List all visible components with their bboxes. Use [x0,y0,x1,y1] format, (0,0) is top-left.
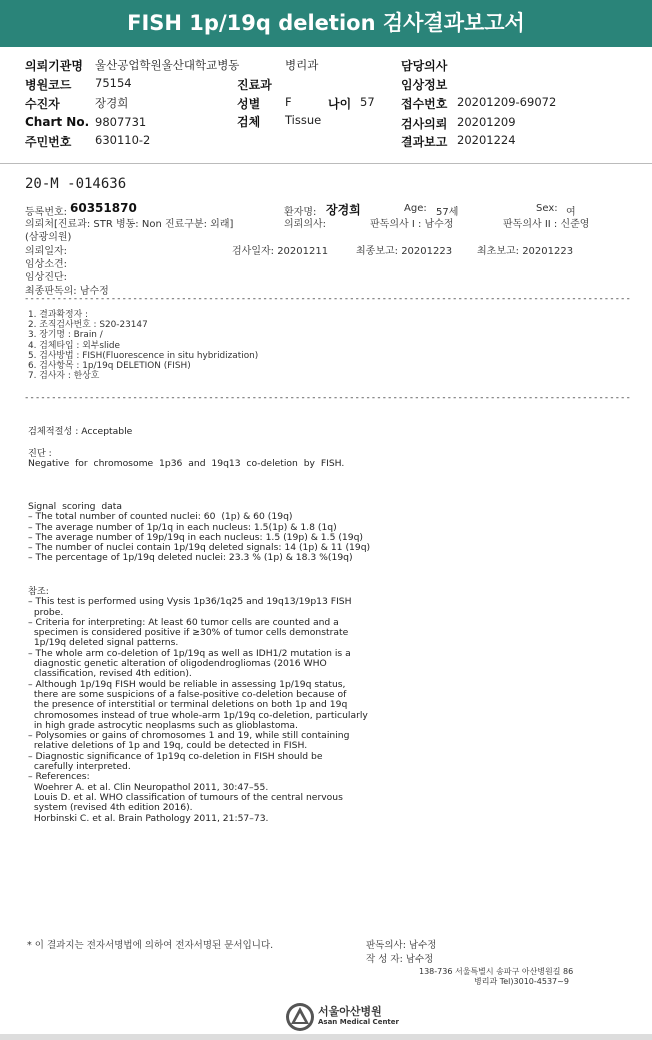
reading-doctor-2: 판독의사 II : 신준영 [503,219,590,230]
reference-section [28,587,368,824]
age-value: 57 [360,95,375,109]
reference-line: 1p/19q deleted signal patterns. [28,637,179,649]
signal-section [28,502,370,564]
clinical-findings: 임상소견: [25,259,68,270]
reference-line: – Diagnostic significance of 1p19q co-deletion in FISH should be [28,750,323,762]
reference-line: Louis D. et al. WHO classification of tumours of the central nervous [28,791,343,803]
final-report-date: 최종보고: 20201223 [356,246,453,257]
accession-number: 20-M -014636 [25,176,127,192]
reference-line: probe. [28,606,64,618]
reg-value: 60351870 [70,201,137,215]
divider-dashes-2: ---------------------------------------------------------------------------------------------------------------- [24,393,631,403]
footer-tel: 병리과 Tel)3010-4537~9 [474,977,569,986]
department-label: 진료과 [237,78,272,92]
reference-line: – Although 1p/19q FISH would be reliable in assessing 1p/19q status, [28,678,346,690]
esign-notice: * 이 결과지는 전자서명법에 의하여 전자서명된 문서입니다. [27,940,274,951]
signal-title: Signal scoring data [28,501,123,512]
reference-line: – References: [28,771,90,783]
age-value-2: 57세 [436,207,459,218]
reference-line: in high grade astrocytic neoplasms such as glioblastoma. [28,719,298,731]
reg-label: 등록번호: [25,207,68,218]
list-item: 5. 검사방법 : FISH(Fluorescence in situ hybridization) [28,350,259,361]
doctor-label: 담당의사 [401,59,448,73]
reference-line: – Criteria for interpreting: At least 60 tumor cells are counted and a [28,616,339,628]
reference-line: system (revised 4th edition 2016). [28,802,193,814]
sex-value-2: 여 [566,207,576,218]
ward-value: 병리과 [285,58,319,72]
clinical-info-label: 임상정보 [401,78,448,92]
asan-logo-icon [285,1002,315,1032]
chart-value: 9807731 [95,115,147,129]
reference-line: carefully interpreted. [28,761,131,773]
signal-line: – The average number of 19p/19q in each nucleus: 1.5 (19p) & 1.5 (19q) [28,531,364,543]
recipient-value: 장경희 [95,96,129,110]
institution-label: 의뢰기관명 [25,59,83,73]
exam-date: 검사일자: 20201211 [232,246,329,257]
list-item: 6. 검사항목 : 1p/19q DELETION (FISH) [28,361,191,372]
signal-line: – The number of nuclei contain 1p/19q deleted signals: 14 (1p) & 11 (19q) [28,542,371,554]
receipt-no-label: 접수번호 [401,97,448,111]
diagnosis-text: Negative for chromosome 1p36 and 19q13 co-deletion by FISH. [28,458,345,470]
age-label-2: Age: [404,203,427,214]
hospital-code-value: 75154 [95,76,132,90]
reference-line: there are some suspicions of a false-positive co-deletion because of [28,688,347,700]
list-item: 3. 장기명 : Brain / [28,330,103,341]
header-divider [0,163,652,164]
reference-line: specimen is considered positive if ≥30% of tumor cells demonstrate [28,627,349,639]
reference-line: classification, revised 4th edition). [28,668,192,680]
name-label: 환자명: [284,207,317,218]
referrer: 의뢰처[진료과: STR 병동: Non 진료구분: 외래] [25,219,234,230]
hospital-name: (삼광의원) [25,232,72,243]
clinical-diagnosis: 임상진단: [25,272,68,283]
recipient-label: 수진자 [25,97,60,111]
specimen-label: 검체 [237,115,261,129]
signal-line: – The percentage of 1p/19q deleted nuclei: 23.3 % (1p) & 18.3 %(19q) [28,552,353,564]
reading-doctor-1: 판독의사 I : 남수정 [370,219,454,230]
list-item: 2. 조직검사번호 : S20-23147 [28,320,148,331]
chart-label: Chart No. [25,115,90,129]
divider-dashes-1: ---------------------------------------------------------------------------------------------------------------- [24,294,631,304]
footer-reader: 판독의사: 남수정 [366,940,437,951]
reference-line: Horbinski C. et al. Brain Pathology 2011, 21:57–73. [28,812,269,824]
sex-label-2: Sex: [536,203,558,214]
final-reader: 최종판독의: 남수정 [25,286,109,297]
list-item: 1. 결과확정자 : [28,310,88,320]
signal-line: – The total number of counted nuclei: 60 (1p) & 60 (19q) [28,511,293,523]
reference-line: the presence of interstitial or terminal deletions on both 1p and 19q [28,699,348,711]
sex-label: 성별 [237,97,261,111]
sex-value: F [285,95,292,109]
institution-value: 울산공업학원울산대학교병동 [95,58,240,72]
diagnosis-label: 진단 : [28,448,52,459]
request-date-label: 검사의뢰 [401,117,448,131]
diagnosis-section [28,449,344,470]
reference-label: 참조: [28,586,49,597]
id-value: 630110-2 [95,133,151,147]
request-date: 의뢰일자: [25,246,68,257]
referring-doctor: 의뢰의사: [284,219,327,230]
report-header [0,47,652,164]
list-item: 4. 검체타입 : 외부slide [28,340,121,351]
footer-address: 138-736 서울특별시 송파구 아산병원길 86 [419,967,574,976]
footer-author: 작 성 자: 남수정 [366,954,434,965]
reference-line: chromosomes instead of true whole-arm 1p/19q co-deletion, particularly [28,709,368,721]
reference-line: Woehrer A. et al. Clin Neuropathol 2011, 30:47–55. [28,781,269,793]
receipt-no-value: 20201209-69072 [457,95,557,109]
report-date-label: 결과보고 [401,135,448,149]
specimen-value: Tissue [285,113,322,127]
item-list [28,310,258,381]
list-item: 7. 검사자 : 한상호 [28,371,100,382]
name-value: 장경희 [326,203,361,217]
logo-english: Asan Medical Center [318,1018,399,1026]
adequacy-text: 검체적절성 : Acceptable [28,426,133,437]
request-date-value: 20201209 [457,115,516,129]
reference-line: diagnostic genetic alteration of oligodendrogliomas (2016 WHO [28,658,327,670]
reference-line: – The whole arm co-deletion of 1p/19q as well as IDH1/2 mutation is a [28,647,351,659]
reference-line: – Polysomies or gains of chromosomes 1 and 19, while still containing [28,730,350,742]
logo-korean: 서울아산병원 [318,1005,382,1018]
first-report-date: 최초보고: 20201223 [477,246,574,257]
report-date-value: 20201224 [457,133,516,147]
id-label: 주민번호 [25,135,72,149]
reference-line: relative deletions of 1p and 19q, could be detected in FISH. [28,740,308,752]
signal-line: – The average number of 1p/1q in each nucleus: 1.5(1p) & 1.8 (1q) [28,521,337,533]
adequacy [28,427,132,437]
hospital-code-label: 병원코드 [25,78,72,92]
reference-line: – This test is performed using Vysis 1p36/1q25 and 19q13/19p13 FISH [28,596,352,608]
age-label: 나이 [328,97,352,111]
report-title: FISH 1p/19q deletion 검사결과보고서 [0,0,652,47]
bottom-bar [0,1034,652,1040]
